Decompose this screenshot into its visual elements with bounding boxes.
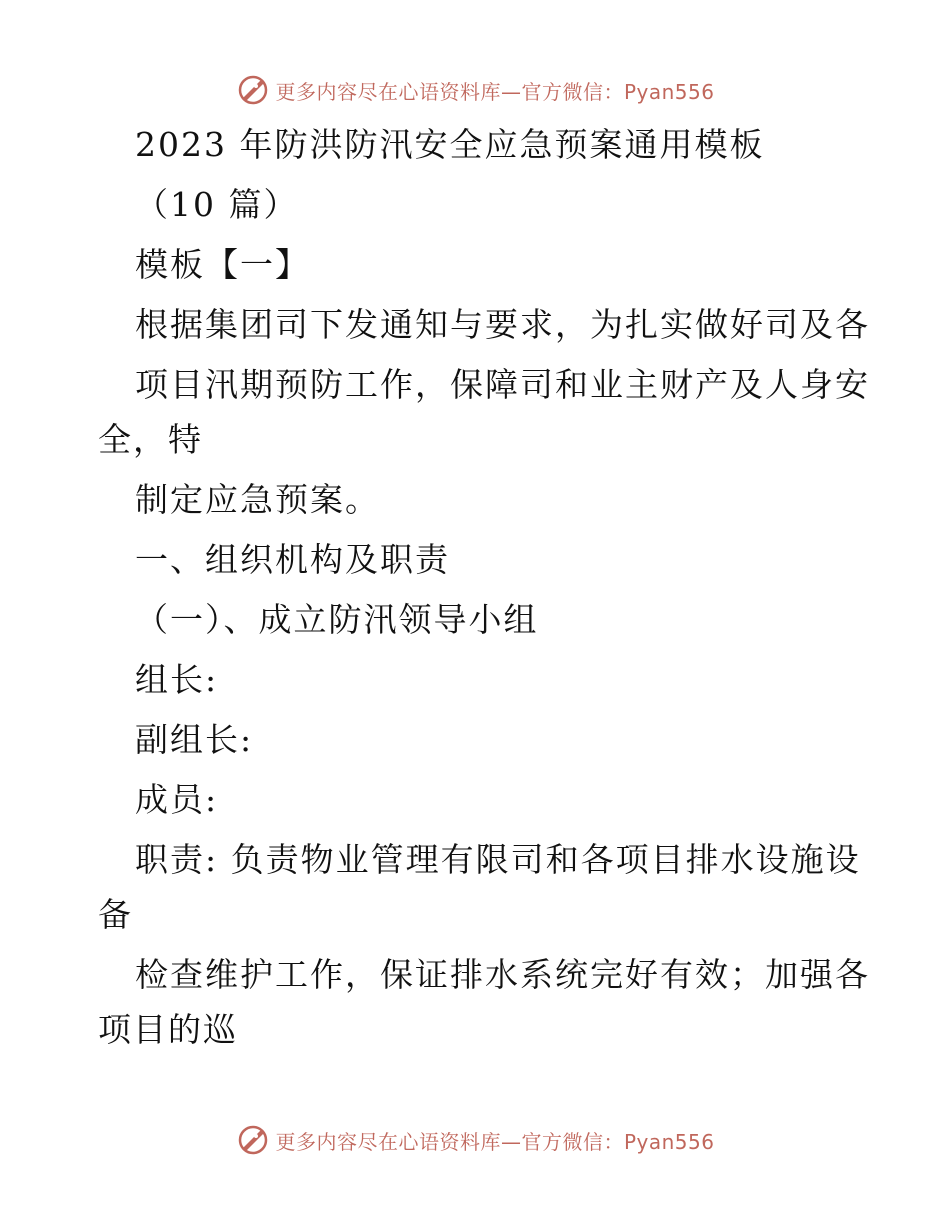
section-heading: 一、组织机构及职责 bbox=[135, 540, 450, 579]
banner-text bbox=[275, 76, 714, 105]
paragraph-line: 职责: 负责物业管理有限司和各项目排水设施设 bbox=[135, 840, 861, 879]
paragraph-line: 项目的巡 bbox=[98, 1010, 238, 1049]
banner-contact-text: 官方微信：Pyan556 bbox=[521, 79, 715, 104]
paragraph-line: 全，特 bbox=[98, 420, 203, 459]
field-label: 成员: bbox=[135, 780, 219, 819]
header-banner bbox=[0, 70, 950, 110]
subsection-heading: （一）、成立防汛领导小组 bbox=[135, 600, 539, 639]
field-label: 组长: bbox=[135, 660, 219, 699]
doc-title: 2023 年防洪防汛安全应急预案通用模板 bbox=[135, 125, 765, 164]
banner-main-text: 更多内容尽在心语资料库 bbox=[275, 79, 501, 104]
doc-subtitle: （10 篇） bbox=[135, 185, 299, 224]
section-heading: 模板【一】 bbox=[135, 245, 310, 284]
paragraph-line: 根据集团司下发通知与要求，为扎实做好司及各 bbox=[135, 305, 870, 344]
footer-banner bbox=[0, 1120, 950, 1160]
paragraph-line: 备 bbox=[98, 895, 133, 934]
paragraph-line: 项目汛期预防工作，保障司和业主财产及人身安 bbox=[135, 365, 870, 404]
banner-separator: — bbox=[500, 1129, 522, 1154]
banner-contact-text: 官方微信：Pyan556 bbox=[521, 1129, 715, 1154]
paragraph-line: 检查维护工作，保证排水系统完好有效；加强各 bbox=[135, 955, 870, 994]
pen-nib-logo-icon bbox=[235, 1122, 271, 1158]
banner-separator: — bbox=[500, 79, 522, 104]
banner-main-text: 更多内容尽在心语资料库 bbox=[275, 1129, 501, 1154]
field-label: 副组长: bbox=[135, 720, 254, 759]
paragraph-line: 制定应急预案。 bbox=[135, 480, 380, 519]
pen-nib-logo-icon bbox=[235, 72, 271, 108]
banner-text bbox=[275, 1126, 714, 1155]
